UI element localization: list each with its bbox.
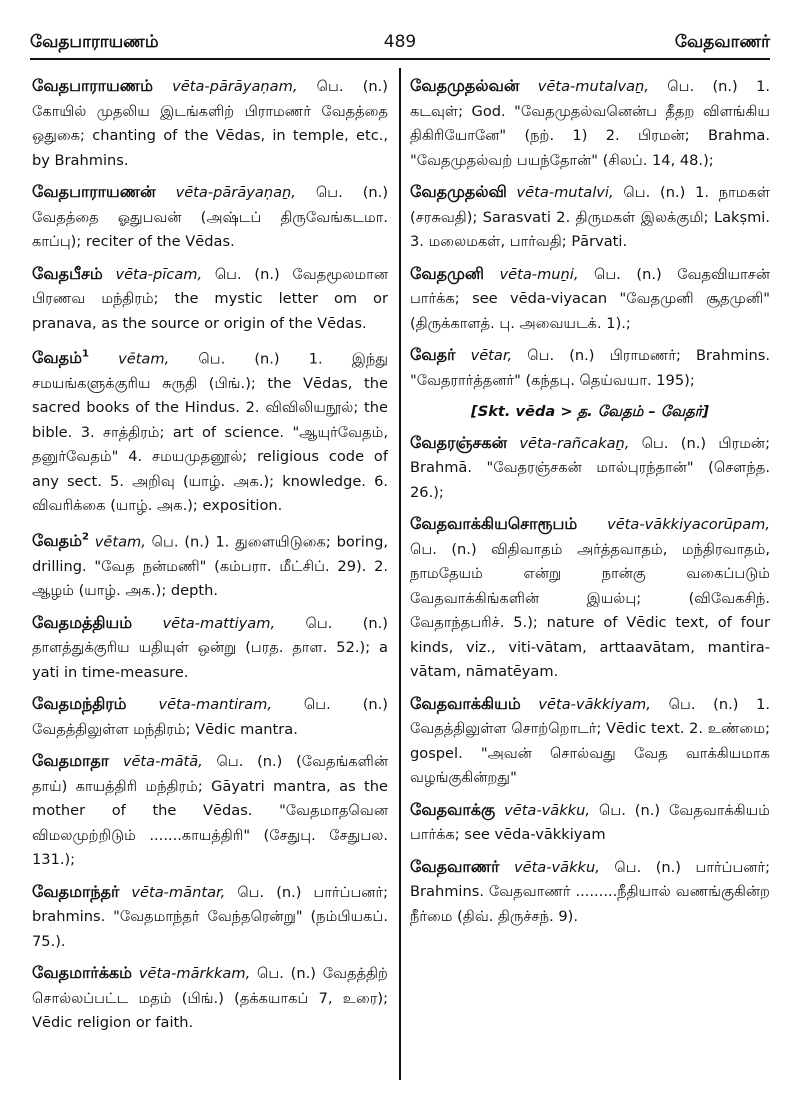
dictionary-entry xyxy=(32,961,388,1036)
headword xyxy=(32,182,156,201)
headword xyxy=(410,182,507,201)
headword-text: வேதமுனி xyxy=(410,263,484,283)
transliteration: vētar, xyxy=(470,347,513,364)
definition: பெ. (n.) வேதத்திலுள்ள மந்திரம்; Vēdic mantra. xyxy=(32,696,389,738)
definition: பெ. (n.) பிராமணர்; Brahmins. "வேதரார்த்தனர்" (கந்தபு. தெய்வயா. 195); xyxy=(410,347,770,389)
header-last-headword: வேதவாணர் xyxy=(674,32,770,52)
definition: பெ. (n.) 1. இந்து சமயங்களுக்குரிய சுருதி (பிங்.); the Vēdas, the sacred books of the Hindus. 2. விவிலியநூல்; the bible. 3. சாத்திரம்; art of science. "ஆயுர்வேதம், தனுர்வேதம்" 4. சமயமுதனூல்; religious code of any sect. 5. அறிவு (யாழ். அக.); knowledge. 6. விவரிக்கை (யாழ். அக.); exposition. xyxy=(32,350,389,515)
definition: பெ. (n.) (வேதங்களின் தாய்) காயத்திரி மந்திரம்; Gāyatri mantra, as the mother of the Vēdas. "வேதமாதவென விமலமுற்றிடும் .......காயத்திரி" (சேதுபு. சேதுபல. 131.); xyxy=(32,753,388,869)
headword xyxy=(32,963,132,982)
headword-text: வேதமார்க்கம் xyxy=(32,963,133,983)
transliteration: vēta-mantiram, xyxy=(158,696,272,714)
homonym-number: 2 xyxy=(81,531,89,543)
definition: பெ. (n.) 1. நாமகள் (சரசுவதி); Sarasvati 2. திருமகள் இலக்குமி; Lakṣmi. 3. மலைமகள், பார்வதி; Pārvati. xyxy=(410,184,771,250)
headword-text: வேதமுதல்வி xyxy=(410,182,507,201)
definition: பெ. (n.) பார்ப்பனர்; brahmins. "வேதமாந்தர் வேந்தரென்று" (நம்பியகப். 75.). xyxy=(32,883,389,950)
etymology-note: [Skt. vēda > த. வேதம் – வேதர்] xyxy=(471,403,709,420)
transliteration: vēta-vākku, xyxy=(513,858,600,876)
dictionary-entry xyxy=(32,526,388,604)
headword-text: வேதவாக்கியசொரூபம் xyxy=(410,514,578,533)
transliteration: vēta-mutalvaṉ, xyxy=(537,78,649,95)
headword-text: வேதமாந்தர் xyxy=(32,881,120,901)
header-first-headword: வேதபாராயணம் xyxy=(30,32,159,52)
definition: பெ. (n.) வேதத்திற் சொல்லப்பட்ட மதம் (பிங்.) (தக்கயாகப் 7, உரை); Vēdic religion or faith. xyxy=(32,965,388,1032)
definition: பெ. (n.) 1. துளையிடுகை; boring, drilling. "வேத நன்மணி" (கம்பரா. மீட்சிப். 29). 2. ஆழம் (யாழ். அக.); depth. xyxy=(32,533,388,600)
transliteration: vēta-pārāyaṇam, xyxy=(172,78,298,95)
dictionary-entry xyxy=(410,343,770,393)
headword-text: வேதவாணர் xyxy=(410,856,500,876)
headword-text: வேதரஞ்சகன் xyxy=(410,432,508,452)
transliteration: vētam, xyxy=(94,533,146,551)
dictionary-entry xyxy=(410,180,770,255)
definition: பெ. (n.) வேதவாக்கியம் பார்க்க; see vēda-vākkiyam xyxy=(410,801,771,843)
left-column xyxy=(32,74,388,1043)
headword xyxy=(410,694,521,713)
headword xyxy=(32,613,132,632)
transliteration: vētam, xyxy=(118,350,170,368)
transliteration: vēta-pīcam, xyxy=(115,265,203,283)
dictionary-entry xyxy=(410,692,770,791)
dictionary-entry xyxy=(410,512,770,685)
headword xyxy=(410,800,495,819)
headword xyxy=(410,345,455,364)
dictionary-entry xyxy=(32,180,388,255)
definition: பெ. (n.) வேதவியாசன் பார்க்க; see vēda-viyacan "வேதமுனி சூதமுனி" (திருக்காளத். பு. அவையடக். 1).; xyxy=(410,265,771,332)
definition: பெ. (n.) வேதத்தை ஓதுபவன் (அஷ்டப் திருவேங்கடமா. காப்பு); reciter of the Vēdas. xyxy=(32,184,389,250)
headword-text: வேதபாராயணன் xyxy=(32,182,156,201)
headword xyxy=(32,348,89,367)
dictionary-entry xyxy=(410,798,770,848)
headword-text: வேதமாதா xyxy=(32,751,110,771)
transliteration: vēta-vākkiyacorūpam, xyxy=(607,516,770,533)
headword xyxy=(410,264,484,283)
dictionary-entry xyxy=(410,262,770,337)
headword-text: வேதர் xyxy=(410,345,456,364)
definition: பெ. (n.) வேதமூலமான பிரணவ மந்திரம்; the mystic letter om or pranava, as the source or origin of the Vēdas. xyxy=(32,265,388,332)
transliteration: vēta-mutalvi, xyxy=(516,184,614,201)
headword-text: வேதம் xyxy=(32,531,82,551)
headword xyxy=(410,857,499,876)
column-divider xyxy=(399,68,401,1080)
definition: பெ. (n.) 1. கடவுள்; God. "வேதமுதல்வனென்ப தீதற விளங்கிய திகிரியோனே" (நற். 1) 2. பிரமன்; Brahma. "வேதமுதல்வற் பயந்தோன்" (சிலப். 14, 48.); xyxy=(410,78,771,169)
dictionary-entry xyxy=(410,855,770,930)
headword xyxy=(410,433,507,452)
running-header xyxy=(30,32,770,60)
definition: பெ. (n.) பார்ப்பனர்; Brahmins. வேதவாணர் .........நீதியால் வணங்குகின்ற நீர்மை (திவ். திருச்சந். 9). xyxy=(410,858,770,925)
transliteration: vēta-vākku, xyxy=(504,801,591,819)
headword xyxy=(410,76,519,95)
transliteration: vēta-rañcakaṉ, xyxy=(519,434,630,452)
transliteration: vēta-mātā, xyxy=(122,753,203,771)
dictionary-entry xyxy=(32,880,388,955)
definition: பெ. (n.) தாளத்துக்குரிய யதியுள் ஒன்று (பரத. தாள. 52.); a yati in time-measure. xyxy=(32,614,388,681)
headword xyxy=(410,514,577,533)
right-column xyxy=(410,74,770,936)
headword-text: வேதபீசம் xyxy=(32,263,103,283)
transliteration: vēta-mārkkam, xyxy=(138,965,251,983)
definition: பெ. (n.) பிரமன்; Brahmā. "வேதரஞ்சகன் மால்புரந்தான்" (சௌந்த. 26.); xyxy=(410,434,771,501)
transliteration: vēta-vākkiyam, xyxy=(538,695,651,713)
definition: பெ. (n.) 1. வேதத்திலுள்ள சொற்றொடர்; Vēdic text. 2. உண்மை; gospel. "அவன் சொல்வது வேத வாக்கியமாக வழங்குகின்றது" xyxy=(410,695,771,786)
transliteration: vēta-mattiyam, xyxy=(162,614,276,632)
definition: பெ. (n.) விதிவாதம் அர்த்தவாதம், மந்திரவாதம், நாமதேயம் என்று நான்கு வகைப்படும் வேதவாக்கிங்களின் இயல்பு; (விவேகசிந். வேதாந்தபரிச். 5.); nature of Vēdic text, of four kinds, viz., viti-vātam, arttaavātam, mantira-vātam, nāmatēyam. xyxy=(410,540,770,680)
definition: பெ. (n.) கோயில் முதலிய இடங்களிற் பிராமணர் வேதத்தை ஒதுகை; chanting of the Vēdas, in temple, etc., by Brahmins. xyxy=(32,78,389,169)
dictionary-entry xyxy=(410,431,770,506)
transliteration: vēta-pārāyaṇaṉ, xyxy=(175,184,296,201)
transliteration: vēta-muṉi, xyxy=(499,265,579,283)
dictionary-entry xyxy=(32,692,388,742)
dictionary-entry xyxy=(32,611,388,686)
homonym-number: 1 xyxy=(81,349,89,360)
headword-text: வேதவாக்கியம் xyxy=(410,693,521,713)
headword-text: வேதமத்தியம் xyxy=(32,612,133,632)
headword xyxy=(32,264,103,283)
headword-text: வேதம் xyxy=(32,348,82,368)
transliteration: vēta-māntar, xyxy=(131,883,226,901)
dictionary-entry xyxy=(32,749,388,873)
headword xyxy=(32,531,89,550)
headword-text: வேதபாராயணம் xyxy=(32,76,153,95)
page-number: 489 xyxy=(383,32,417,52)
headword-text: வேதமந்திரம் xyxy=(32,694,127,714)
dictionary-entry xyxy=(32,343,388,519)
headword-text: வேதமுதல்வன் xyxy=(410,76,520,95)
headword xyxy=(32,882,119,901)
headword xyxy=(32,751,109,770)
headword xyxy=(32,694,126,713)
dictionary-entry xyxy=(32,262,388,337)
headword xyxy=(32,76,153,95)
dictionary-entry xyxy=(32,74,388,173)
headword-text: வேதவாக்கு xyxy=(410,799,496,819)
dictionary-entry xyxy=(410,74,770,173)
